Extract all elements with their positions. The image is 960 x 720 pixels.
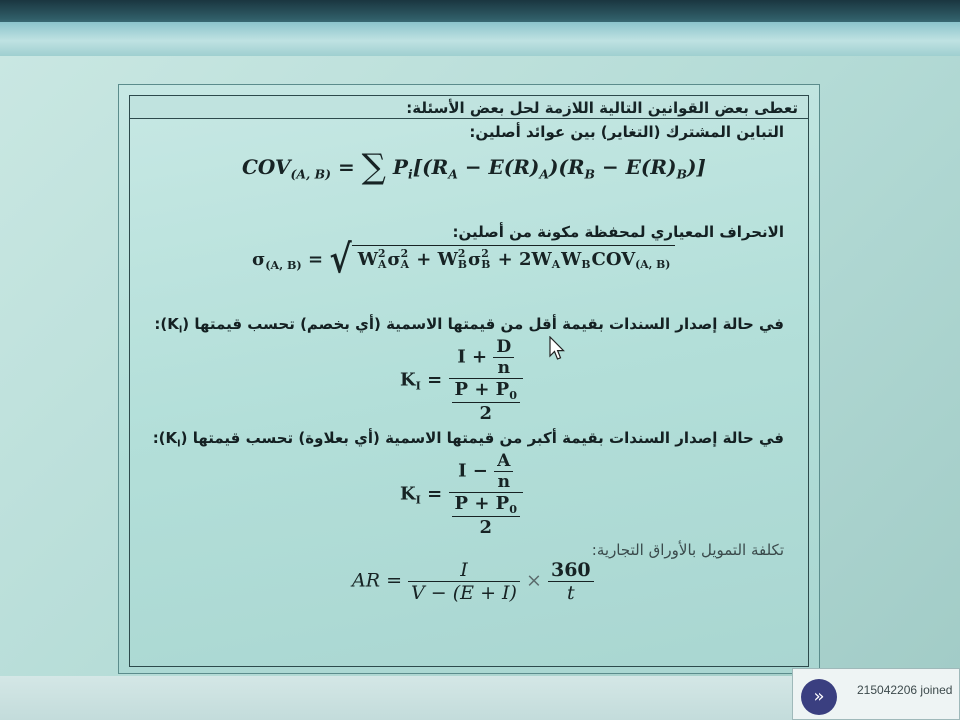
premium-bonds-heading: في حالة إصدار السندات بقيمة أكبر من قيمتها الاسمية (أي بعلاوة) تحسب قيمتها $(K_I)$:: [152, 429, 784, 450]
radicand-term: + 2W: [491, 249, 552, 270]
covariance-formula: $COV_{(A, B)}$ = ∑ $P_i[(R_A - E(R)_A)(R_B - E(R)_B)]$: [242, 147, 706, 187]
premium-bonds-fraction: I − $\frac{A}{n}$ $\frac{P + P_0}{2}$: [449, 451, 523, 538]
portfolio-sd-heading: الانحراف المعياري لمحفظة مكونة من أصلين:: [452, 223, 784, 241]
radicand-script: 2 B: [481, 247, 491, 271]
radicand: [352, 245, 676, 271]
radicand-term: σ: [387, 249, 401, 270]
radicand-script: B: [581, 258, 591, 271]
document-header: [129, 95, 809, 119]
radicand-term: σ: [467, 249, 482, 270]
radicand-script: 2 A: [377, 247, 387, 271]
square-root: [329, 237, 675, 283]
mouse-cursor-icon: [548, 336, 566, 362]
chevron-double-right-icon[interactable]: »: [801, 679, 837, 715]
radicand-term: COV: [591, 249, 636, 270]
commercial-paper-heading: تكلفة التمويل بالأوراق التجارية:: [591, 541, 784, 559]
window-title-bar: [0, 22, 960, 57]
portfolio-sd-formula: $\sigma_{(A, B)}$ = √ W 2 A σ 2 A + W 2 B σ 2 B + 2W A W B COV (A, B): [252, 243, 675, 277]
radical-sign-icon: √: [329, 237, 352, 283]
discount-bonds-formula: $K_I$ = I + $\frac{D}{n}$ $\frac{P + P_0}{2}$: [400, 337, 523, 424]
radicand-script: 2 B: [457, 247, 467, 271]
commercial-paper-formula: AR = $\frac{I}{V - (E + I)}$ × $\frac{360}{t}$: [352, 559, 594, 604]
discount-bonds-heading: في حالة إصدار السندات بقيمة أقل من قيمتها الاسمية (أي بخصم) تحسب قيمتها $(K_I)$:: [154, 315, 784, 336]
radicand-term: + W: [410, 249, 458, 270]
header-title: تعطى بعض القوانين التالية اللازمة لحل بعض الأسئلة:: [406, 99, 798, 117]
radicand-script: 2 A: [400, 247, 409, 271]
covariance-heading: التباين المشترك (التغاير) بين عوائد أصلين:: [469, 123, 784, 141]
document-body: [129, 119, 809, 667]
join-notification[interactable]: [792, 668, 960, 720]
premium-bonds-formula: $K_I$ = I − $\frac{A}{n}$ $\frac{P + P_0}{2}$: [400, 451, 523, 538]
notification-text: 215042206 joined: [857, 683, 953, 697]
slide-document: [118, 84, 820, 674]
radicand-script: (A, B): [635, 258, 671, 271]
radicand-term: W: [561, 249, 582, 270]
discount-bonds-fraction: I + $\frac{D}{n}$ $\frac{P + P_0}{2}$: [449, 337, 523, 424]
radicand-script: A: [551, 258, 561, 271]
radicand-term: W: [357, 249, 378, 270]
